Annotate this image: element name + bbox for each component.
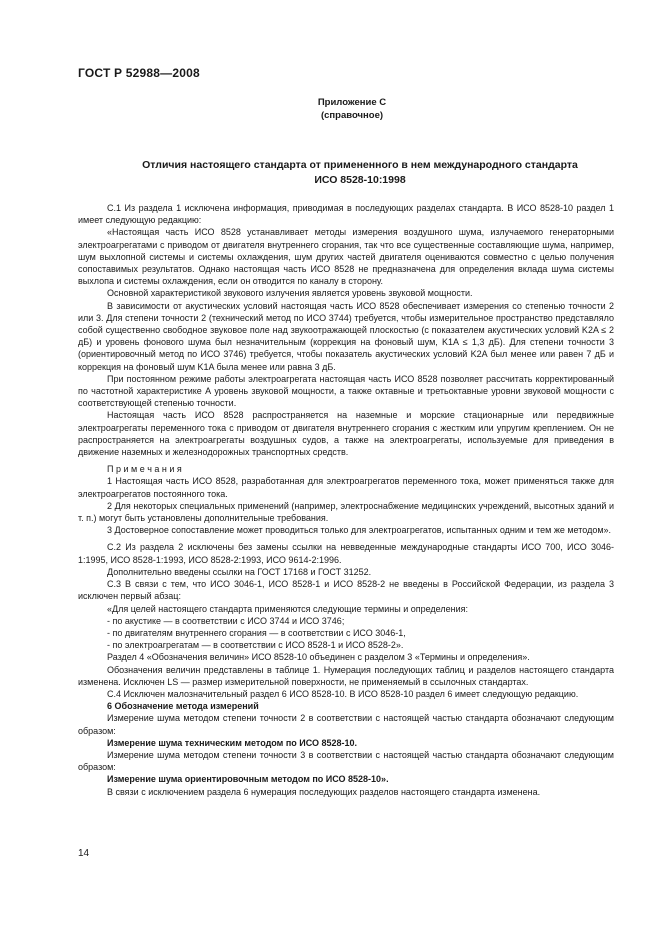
paragraph: При постоянном режиме работы электроагрегата настоящая часть ИСО 8528 позволяет рассчитать корректированный по частотной характеристике А уровень звуковой мощности, а также октавные и третьоктавные уровни звуковой мощности с соответствующей степенью точности. xyxy=(78,373,614,409)
paragraph: Измерение шума методом степени точности 3 в соответствии с настоящей частью стандарта обозначают следующим образом: xyxy=(78,749,614,773)
appendix-heading xyxy=(300,96,404,122)
notes-heading: П р и м е ч а н и я xyxy=(107,464,182,475)
paragraph: С.1 Из раздела 1 исключена информация, приводимая в последующих разделах стандарта. В ИСО 8528-10 раздел 1 имеет следующую редакцию: xyxy=(78,203,614,226)
paragraph: С.2 Из раздела 2 исключены без замены ссылки на невведенные международные стандарты ИСО 700, ИСО 3046-1:1995, ИСО 8528-1:1993, ИСО 8528-2:1993, ИСО 9614-2:1996. xyxy=(78,542,614,565)
paragraph: Обозначения величин представлены в таблице 1. Нумерация последующих таблиц и разделов настоящего стандарта изменена. Исключен LS — размер измерительной поверхности, не применяемый в ссылочных стандартах. xyxy=(78,664,614,687)
paragraph: С.4 Исключен малозначительный раздел 6 ИСО 8528-10. В ИСО 8528-10 раздел 6 имеет следующую редакцию. xyxy=(107,688,579,699)
standard-header: ГОСТ Р 52988—2008 xyxy=(78,66,200,80)
page-number: 14 xyxy=(78,848,90,859)
note-item: 3 Достоверное сопоставление может проводиться только для электроагрегатов, испытанных одним и тем же методом». xyxy=(107,525,612,536)
paragraph: «Настоящая часть ИСО 8528 устанавливает методы измерения воздушного шума, излучаемого генераторными электроагрегатами с приводом от двигателя внутреннего сгорания, так что все существенные составляющие шума, например, шум выхлопной системы и системы охлаждения, шум других частей двигателя оцениваются совместно с целью получения сопоставимых результатов. Однако настоящая часть ИСО 8528 не предназначена для определения вклада шума системы выхлопа и системы охлаждения, если он отводится по каналу в сторону. xyxy=(78,227,614,287)
paragraph: Настоящая часть ИСО 8528 распространяется на наземные и морские стационарные или передвижные электроагрегаты переменного тока с приводом от двигателя внутреннего сгорания с жестким или упругим креплением. Он не распространяется на электроагрегаты воздушных судов, а также на электроагрегаты, используемые для приведения в движение наземных и железнодорожных транспортных средств. xyxy=(78,410,614,458)
appendix-subtitle: (справочное) xyxy=(320,110,384,121)
list-item: - по электроагрегатам — в соответствии с ИСО 8528-1 и ИСО 8528-2». xyxy=(107,640,404,651)
paragraph: Измерение шума методом степени точности 2 в соответствии с настоящей частью стандарта обозначают следующим образом: xyxy=(78,713,614,736)
note-item: 2 Для некоторых специальных применений (например, электроснабжение медицинских учреждений, высотных зданий и т. п.) могут быть установлены дополнительные требования. xyxy=(78,500,614,524)
page-title xyxy=(60,158,660,188)
designation-example: Измерение шума ориентировочным методом по ИСО 8528-10». xyxy=(107,774,389,785)
paragraph: Дополнительно введены ссылки на ГОСТ 17168 и ГОСТ 31252. xyxy=(107,566,372,577)
title-line-1: Отличия настоящего стандарта от примененного в нем международного стандарта xyxy=(142,159,578,171)
paragraph: Основной характеристикой звукового излучения является уровень звуковой мощности. xyxy=(107,288,473,299)
paragraph: Раздел 4 «Обозначения величин» ИСО 8528-10 объединен с разделом 3 «Термины и определения». xyxy=(107,652,530,663)
paragraph: С.3 В связи с тем, что ИСО 3046-1, ИСО 8528-1 и ИСО 8528-2 не введены в Российской Федерации, из раздела 3 исключен первый абзац: xyxy=(78,579,614,602)
title-line-2: ИСО 8528-10:1998 xyxy=(314,174,406,186)
document-body xyxy=(78,202,614,798)
paragraph: «Для целей настоящего стандарта применяются следующие термины и определения: xyxy=(107,603,469,614)
paragraph: В зависимости от акустических условий настоящая часть ИСО 8528 обеспечивает измерения со степенью точности 2 или 3. Для степени точности 2 (технический метод по ИСО 3744) требуется, чтобы измерительное пространство представляло собой существенно свободное звуковое поле над звукоотражающей плоскостью (с показателем акустических условий K2A ≤ 2 дБ) и уровень фонового шума был незначительным (коррекция на фоновый шум, K1A ≤ 1,3 дБ). Для степени точности 3 (ориентировочный метод по ИСО 3746) требуется, чтобы показатель акустических условий K2A был менее или равен 7 дБ и коррекция на фоновый шум K1A была менее или равна 3 дБ. xyxy=(78,300,614,372)
list-item: - по акустике — в соответствии с ИСО 3744 и ИСО 3746; xyxy=(107,615,345,626)
list-item: - по двигателям внутреннего сгорания — в соответствии с ИСО 3046-1, xyxy=(107,627,406,638)
paragraph: В связи с исключением раздела 6 нумерация последующих разделов настоящего стандарта изменена. xyxy=(107,786,541,797)
section-heading: 6 Обозначение метода измерений xyxy=(107,701,259,712)
appendix-title: Приложение С xyxy=(317,97,387,108)
note-item: 1 Настоящая часть ИСО 8528, разработанная для электроагрегатов переменного тока, может применяться также для электроагрегатов постоянного тока. xyxy=(78,476,614,499)
designation-example: Измерение шума техническим методом по ИСО 8528-10. xyxy=(107,737,358,748)
